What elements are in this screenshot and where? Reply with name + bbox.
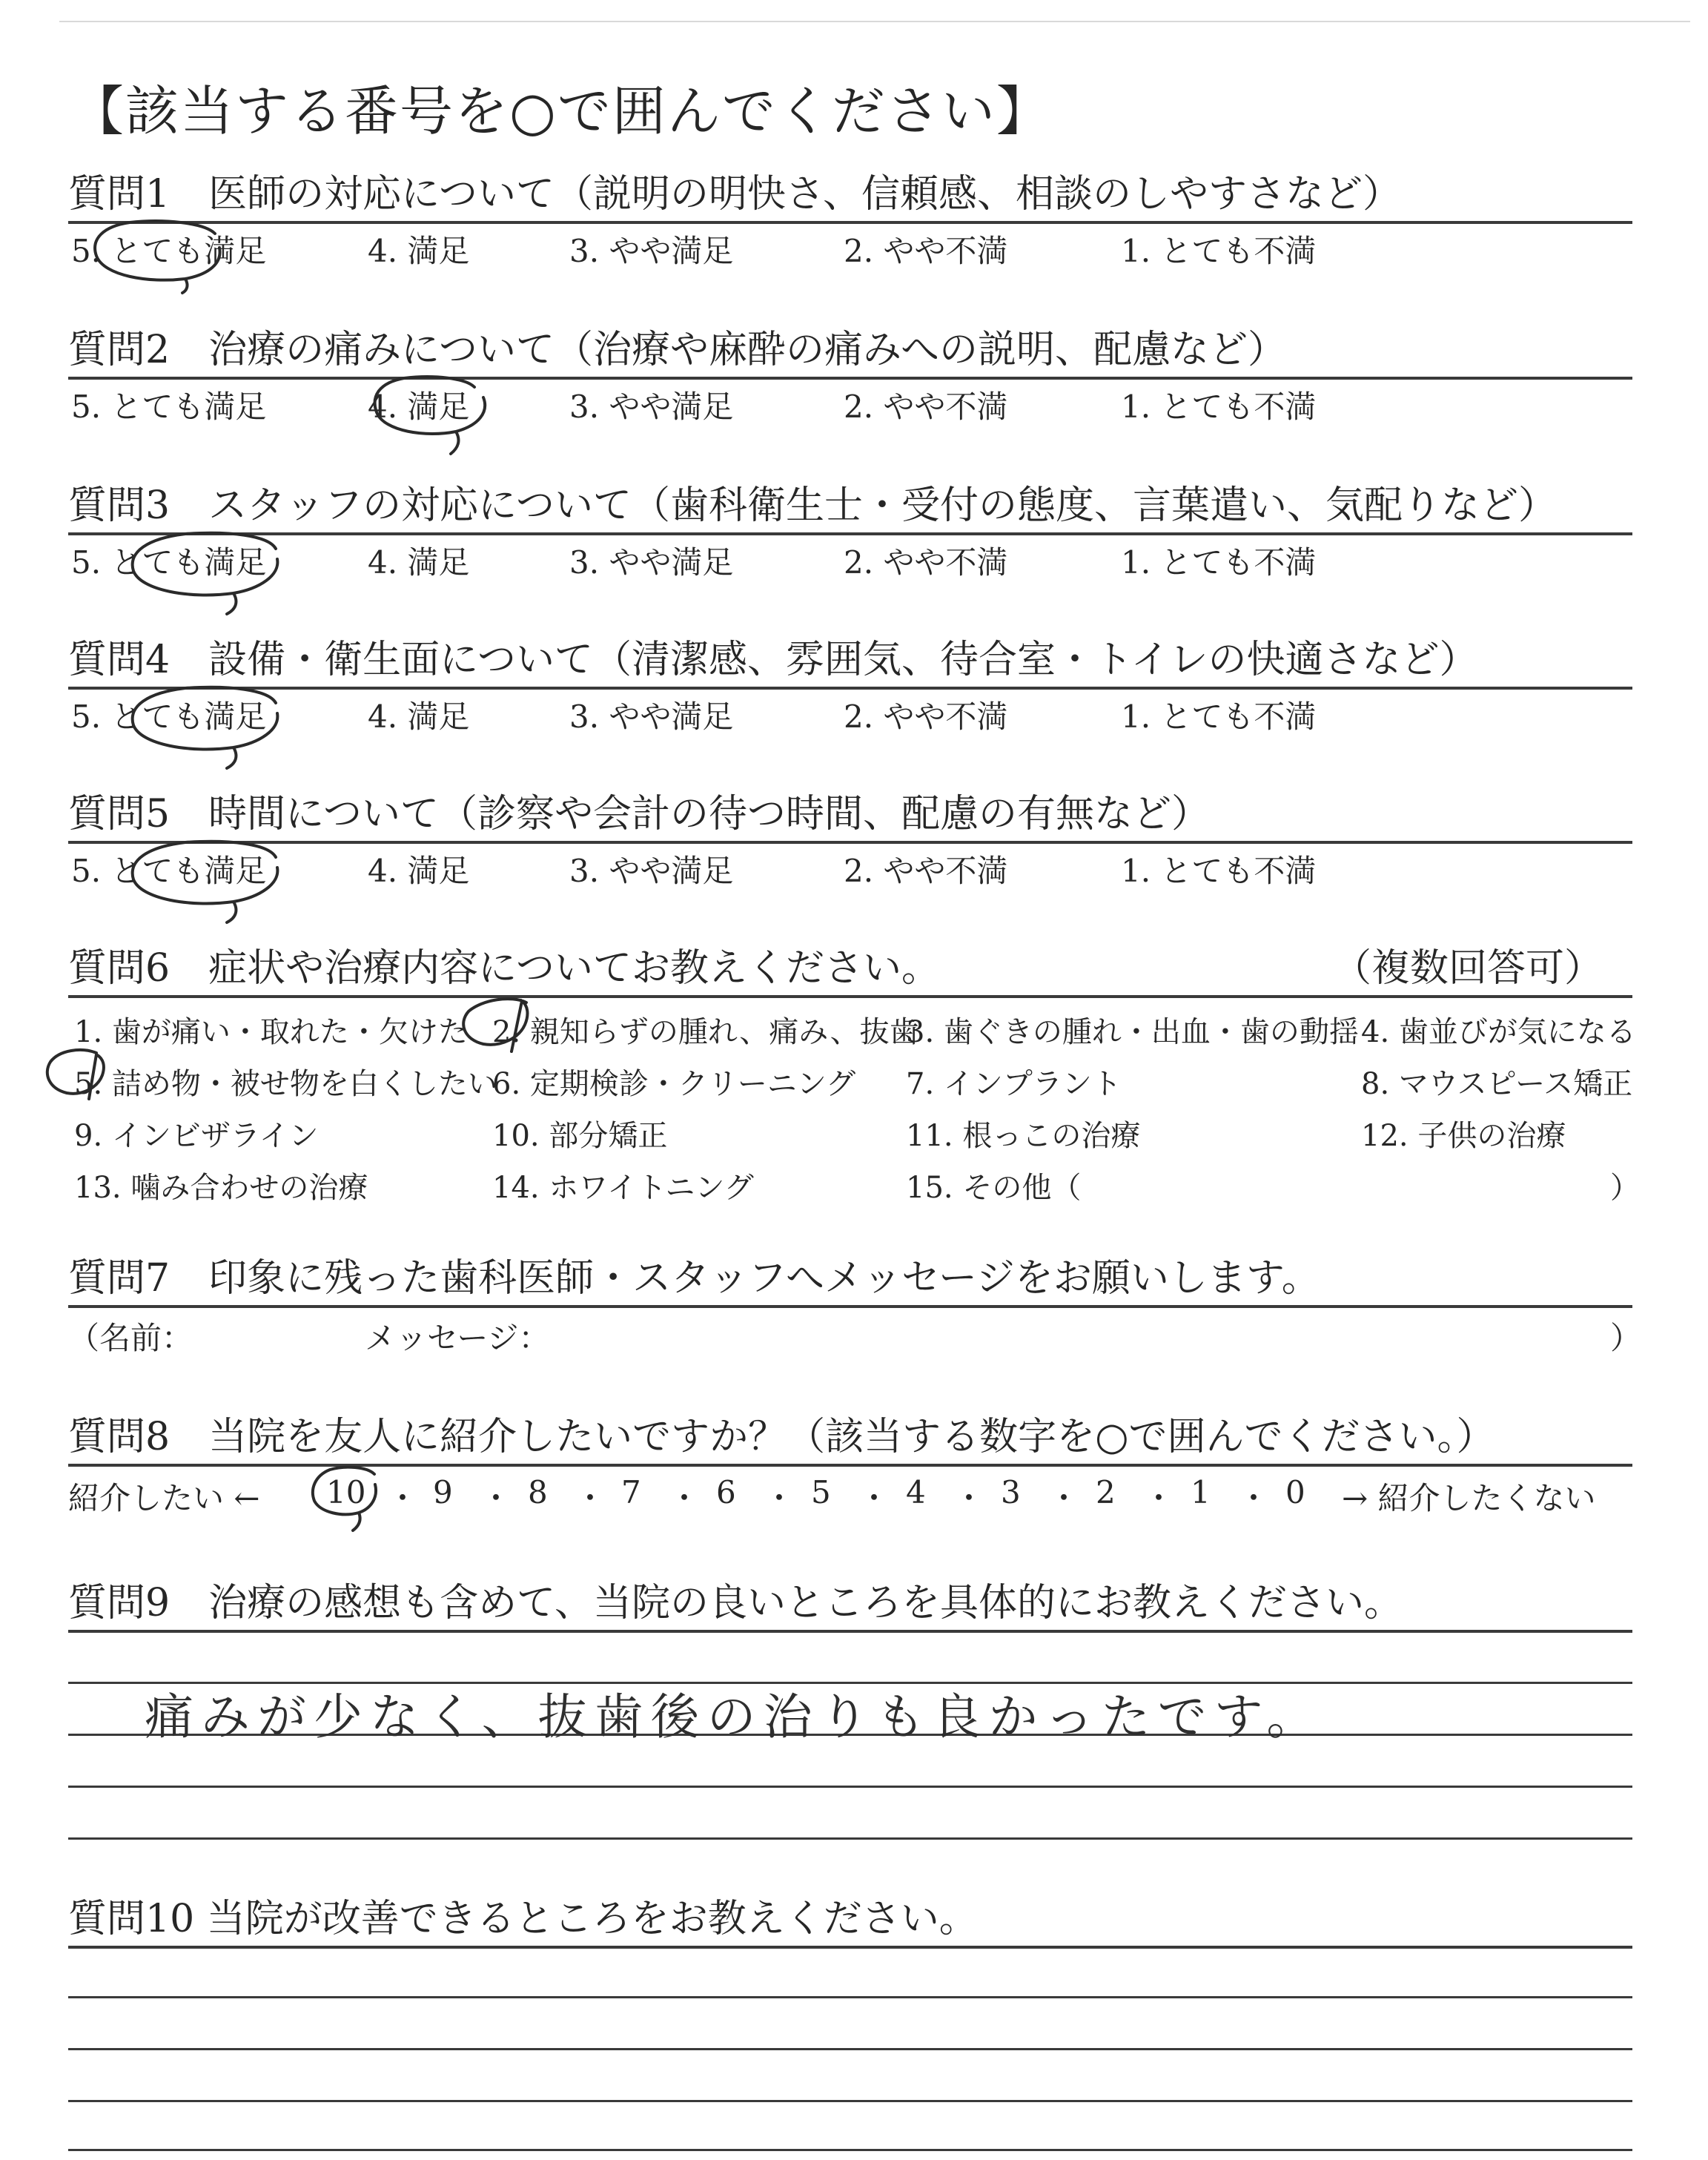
- q8-score-10[interactable]: 10: [326, 1474, 366, 1510]
- page-heading: 【該当する番号を○で囲んでください】: [70, 80, 1051, 142]
- q4-choice-5[interactable]: 5. とても満足: [71, 698, 267, 735]
- question-5-title: 質問5 時間について（診察や会計の待つ時間、配慮の有無など）: [68, 792, 1211, 836]
- q4-choice-4[interactable]: 4. 満足: [368, 698, 470, 735]
- q6-option-2-circle: [463, 999, 527, 1051]
- q8-score-7[interactable]: 7: [621, 1474, 641, 1510]
- q2-choice-5[interactable]: 5. とても満足: [71, 389, 267, 425]
- q5-choice-5[interactable]: 5. とても満足: [71, 853, 267, 889]
- q8-score-8[interactable]: 8: [528, 1474, 548, 1510]
- q6-option-5[interactable]: 5. 詰め物・被せ物を白くしたい: [74, 1067, 497, 1101]
- q7-message-label: メッセージ：: [365, 1320, 550, 1356]
- q5-selection-circle: [133, 842, 278, 922]
- q6-option-13[interactable]: 13. 噛み合わせの治療: [74, 1171, 368, 1205]
- q1-choice-3[interactable]: 3. やや満足: [569, 233, 734, 269]
- q8-dot: ・: [575, 1480, 606, 1516]
- q3-choice-5[interactable]: 5. とても満足: [71, 544, 267, 581]
- question-1-title: 質問1 医師の対応について（説明の明快さ、信頼感、相談のしやすさなど）: [68, 172, 1401, 217]
- q8-selection-circle: [313, 1467, 376, 1530]
- q1-selection-circle: [95, 221, 219, 293]
- q8-dot: ・: [480, 1480, 512, 1516]
- q6-option-10[interactable]: 10. 部分矯正: [492, 1119, 668, 1153]
- q6-option-11[interactable]: 11. 根っこの治療: [906, 1119, 1141, 1153]
- q6-option-9[interactable]: 9. インビザライン: [74, 1119, 319, 1153]
- q2-choice-2[interactable]: 2. やや不満: [844, 389, 1008, 425]
- q8-score-2[interactable]: 2: [1096, 1474, 1116, 1510]
- q8-score-3[interactable]: 3: [1001, 1474, 1021, 1510]
- question-8-title: 質問8 当院を友人に紹介したいですか？（該当する数字を○で囲んでください。）: [68, 1415, 1495, 1459]
- q2-selection-circle: [375, 377, 486, 454]
- q5-choice-2[interactable]: 2. やや不満: [844, 853, 1008, 889]
- question-6-note: （複数回答可）: [1332, 946, 1603, 991]
- q6-option-4[interactable]: 4. 歯並びが気になる: [1361, 1015, 1636, 1049]
- q6-option-2[interactable]: 2. 親知らずの腫れ、痛み、抜歯: [492, 1015, 919, 1049]
- q8-score-9[interactable]: 9: [433, 1474, 453, 1510]
- q2-choice-4[interactable]: 4. 満足: [368, 389, 470, 425]
- q5-choice-1[interactable]: 1. とても不満: [1121, 853, 1317, 889]
- q6-option-1[interactable]: 1. 歯が痛い・取れた・欠けた: [74, 1015, 468, 1049]
- question-6-title: 質問6 症状や治療内容についてお教えください。: [68, 946, 941, 991]
- question-3-title: 質問3 スタッフの対応について（歯科衛生士・受付の態度、言葉遣い、気配りなど）: [68, 483, 1558, 528]
- question-9-title: 質問9 治療の感想も含めて、当院の良いところを具体的にお教えください。: [68, 1581, 1403, 1625]
- q4-choice-1[interactable]: 1. とても不満: [1121, 698, 1317, 735]
- q6-option-15-close: ）: [1610, 1171, 1640, 1205]
- q1-choice-1[interactable]: 1. とても不満: [1121, 233, 1317, 269]
- q3-selection-circle: [133, 533, 278, 614]
- q6-option-3[interactable]: 3. 歯ぐきの腫れ・出血・歯の動揺: [906, 1015, 1359, 1049]
- q8-score-0[interactable]: 0: [1285, 1474, 1305, 1510]
- q8-dot: ・: [764, 1480, 795, 1516]
- q8-dot: ・: [953, 1480, 985, 1516]
- q2-choice-3[interactable]: 3. やや満足: [569, 389, 734, 425]
- question-4-title: 質問4 設備・衛生面について（清潔感、雰囲気、待合室・トイレの快適さなど）: [68, 638, 1478, 682]
- q6-option-7[interactable]: 7. インプラント: [906, 1067, 1122, 1101]
- q3-choice-4[interactable]: 4. 満足: [368, 544, 470, 581]
- q8-dot: ・: [1238, 1480, 1270, 1516]
- question-7-title: 質問7 印象に残った歯科医師・スタッフへメッセージをお願いします。: [68, 1256, 1320, 1301]
- q8-right-label: → 紹介したくない: [1342, 1480, 1596, 1516]
- q8-left-label: 紹介したい ←: [68, 1480, 260, 1516]
- q4-choice-2[interactable]: 2. やや不満: [844, 698, 1008, 735]
- q6-option-14[interactable]: 14. ホワイトニング: [492, 1171, 754, 1205]
- q7-close-paren: ）: [1610, 1320, 1642, 1356]
- question-2-title: 質問2 治療の痛みについて（治療や麻酔の痛みへの説明、配慮など）: [68, 328, 1287, 372]
- q8-dot: ・: [1048, 1480, 1080, 1516]
- q8-dot: ・: [669, 1480, 701, 1516]
- q8-score-5[interactable]: 5: [811, 1474, 831, 1510]
- q8-dot: ・: [387, 1480, 419, 1516]
- q8-dot: ・: [858, 1480, 890, 1516]
- q6-option-15[interactable]: 15. その他（: [906, 1171, 1082, 1205]
- q5-choice-3[interactable]: 3. やや満足: [569, 853, 734, 889]
- q8-score-6[interactable]: 6: [716, 1474, 736, 1510]
- question-10-title: 質問10 当院が改善できるところをお教えください。: [68, 1897, 978, 1941]
- q6-option-8[interactable]: 8. マウスピース矯正: [1361, 1067, 1633, 1101]
- q8-dot: ・: [1143, 1480, 1175, 1516]
- q3-choice-2[interactable]: 2. やや不満: [844, 544, 1008, 581]
- q4-selection-circle: [133, 687, 278, 768]
- q5-choice-4[interactable]: 4. 満足: [368, 853, 470, 889]
- q6-option-12[interactable]: 12. 子供の治療: [1361, 1119, 1566, 1153]
- q1-choice-4[interactable]: 4. 満足: [368, 233, 470, 269]
- q2-choice-1[interactable]: 1. とても不満: [1121, 389, 1317, 425]
- q9-handwritten-answer[interactable]: 痛みが少なく、抜歯後の治りも良かったです。: [145, 1688, 1323, 1745]
- q1-choice-5[interactable]: 5. とても満足: [71, 233, 267, 269]
- q7-name-label: （名前：: [68, 1320, 193, 1356]
- q3-choice-1[interactable]: 1. とても不満: [1121, 544, 1317, 581]
- q1-choice-2[interactable]: 2. やや不満: [844, 233, 1008, 269]
- q6-option-5-circle: [47, 1050, 104, 1099]
- q3-choice-3[interactable]: 3. やや満足: [569, 544, 734, 581]
- q8-score-4[interactable]: 4: [906, 1474, 926, 1510]
- q4-choice-3[interactable]: 3. やや満足: [569, 698, 734, 735]
- q8-score-1[interactable]: 1: [1191, 1474, 1211, 1510]
- q6-option-6[interactable]: 6. 定期検診・クリーニング: [492, 1067, 856, 1101]
